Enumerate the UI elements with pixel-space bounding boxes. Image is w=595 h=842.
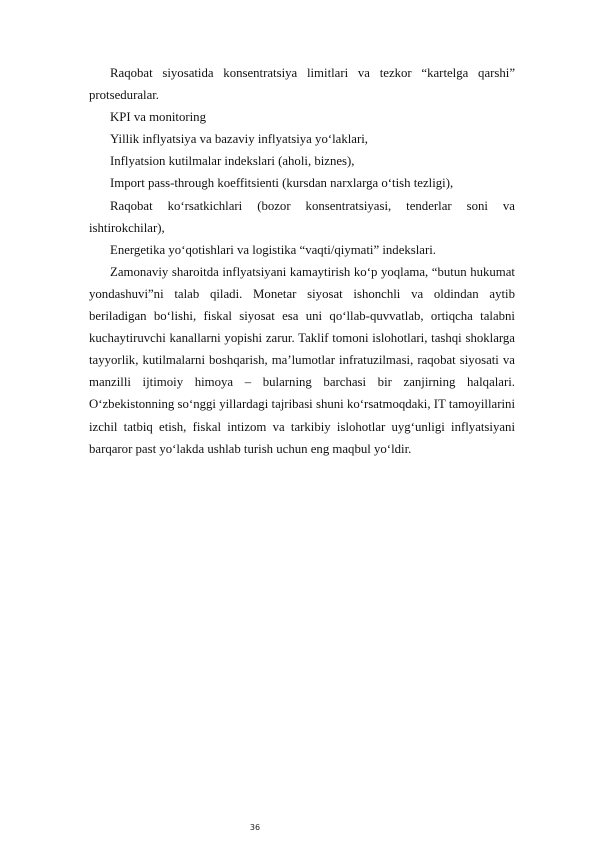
paragraph-competition-policy: Raqobat siyosatida konsentratsiya limitlari va tezkor “kartelga qarshi” protseduralar.: [89, 66, 515, 103]
paragraph-conclusion: Zamonaviy sharoitda inflyatsiyani kamaytirish ko‘p yoqlama, “butun hukumat yondashuvi”ni talab qiladi. Monetar siyosat ishonchli va oldindan aytib beriladigan bo‘lishi, fiskal siyosat esa uni qo‘llab-quvvatlab, ortiqcha talabni kuchaytiruvchi kanallarni yopishi zarur. Taklif tomoni islohotlari, tashqi shoklarga tayyorlik, kutilmalarni boshqarish, ma’lumotlar infratuzilmasi, raqobat siyosati va manzilli ijtimoiy himoya – bularning barchasi bir zanjirning halqalari. O‘zbekistonning so‘nggi yillardagi tajribasi shuni ko‘rsatmoqdaki, IT tamoyillarini izchil tatbiq etish, fiskal intizom va tarkibiy islohotlar uyg‘unligi inflyatsiyani barqaror past yo‘lakda ushlab turish uchun eng maqbul yo‘ldir.: [89, 264, 515, 456]
body-text: [89, 62, 515, 460]
paragraph-competition-indicators: Raqobat ko‘rsatkichlari (bozor konsentratsiyasi, tenderlar soni va ishtirokchilar),: [89, 198, 515, 235]
paragraph-inflation-expectations: Inflyatsion kutilmalar indekslari (aholi, biznes),: [110, 154, 355, 169]
paragraph-energy-logistics: Energetika yo‘qotishlari va logistika “vaqti/qiymati” indekslari.: [110, 242, 437, 257]
paragraph-annual-inflation: Yillik inflyatsiya va bazaviy inflyatsiya yo‘laklari,: [110, 132, 368, 147]
paragraph-import-pass-through: Import pass-through koeffitsienti (kursdan narxlarga o‘tish tezligi),: [110, 176, 454, 191]
paragraph-kpi-heading: KPI va monitoring: [110, 110, 206, 125]
page-number: 36: [249, 823, 261, 832]
